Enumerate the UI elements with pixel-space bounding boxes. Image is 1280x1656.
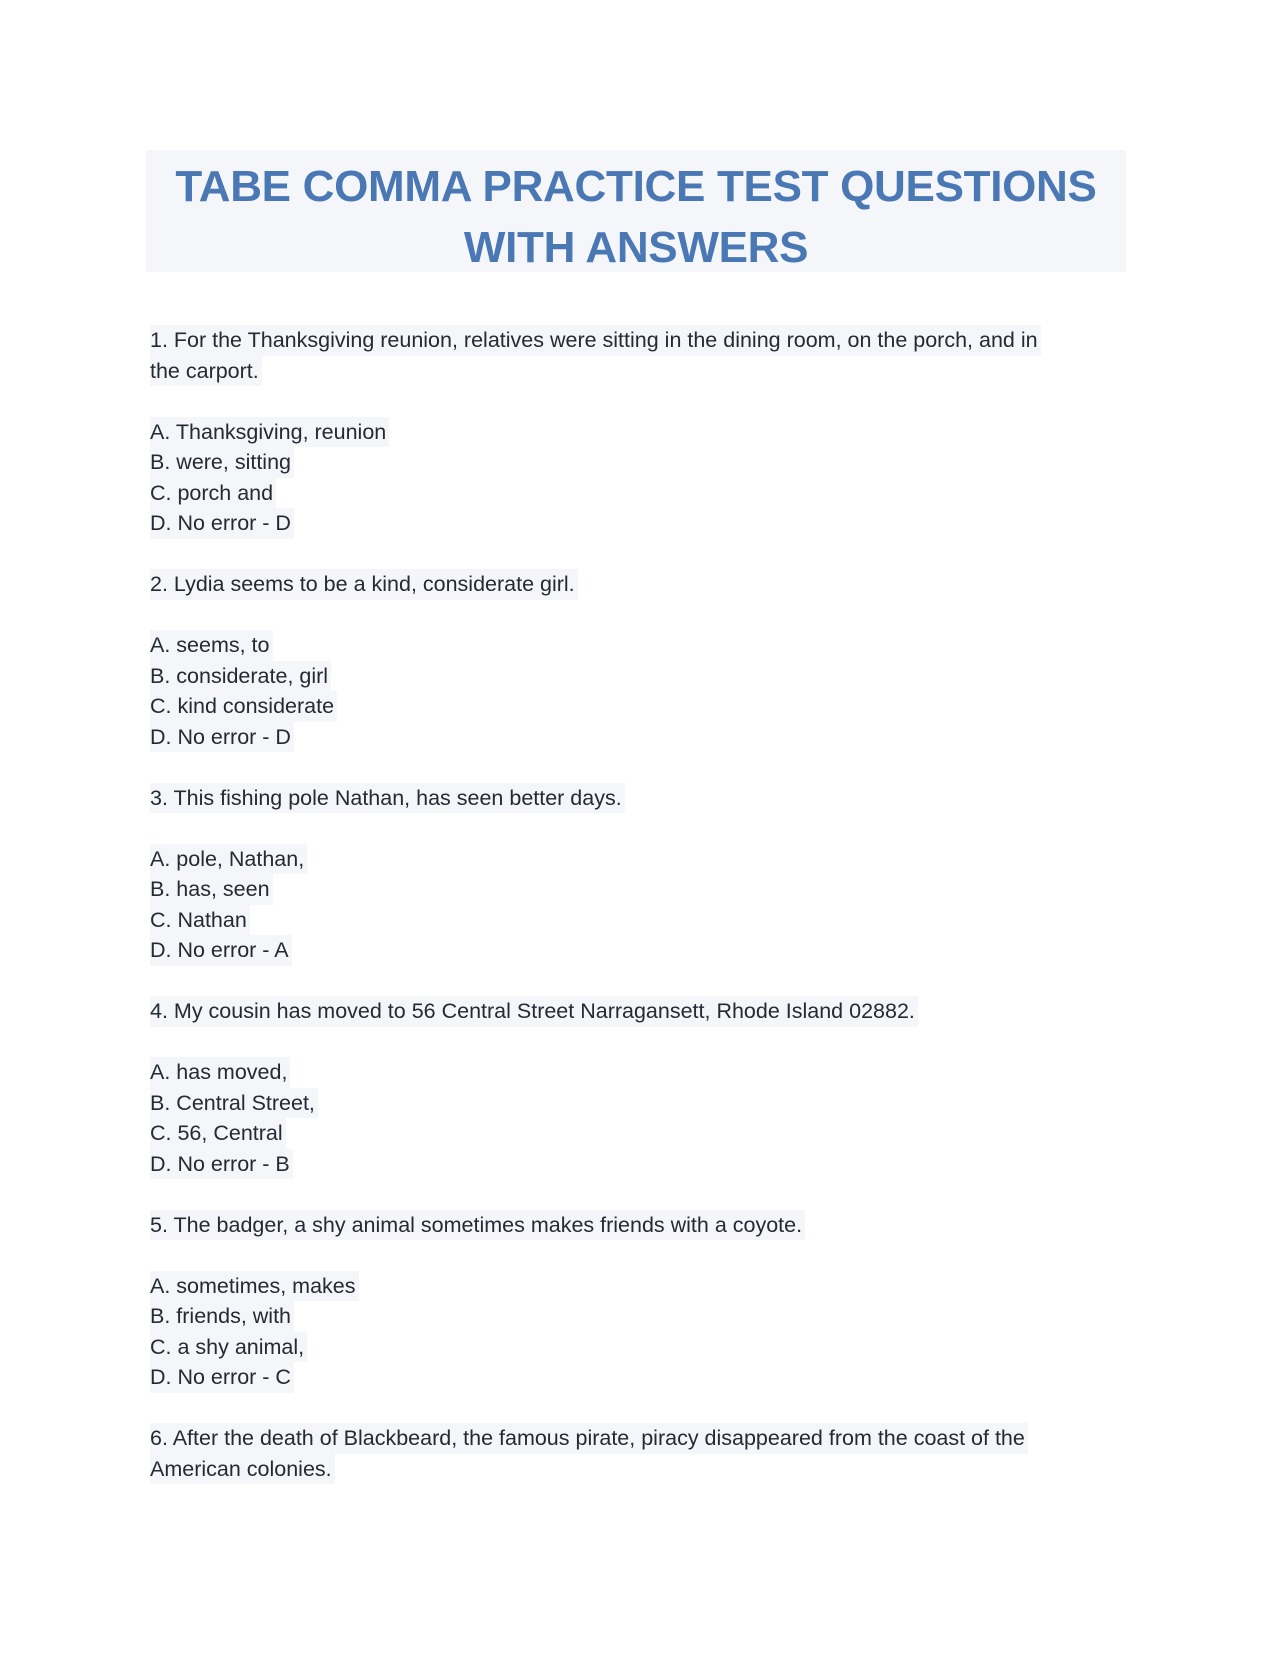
option-a: A. seems, to xyxy=(150,630,273,661)
option-d: D. No error - A xyxy=(150,935,292,966)
question-1 xyxy=(150,325,1110,539)
question-text: 2. Lydia seems to be a kind, considerate girl. xyxy=(150,569,578,600)
question-2 xyxy=(150,569,1110,752)
option-d: D. No error - D xyxy=(150,508,294,539)
option-a: A. sometimes, makes xyxy=(150,1271,359,1302)
answer-options xyxy=(150,844,1110,966)
option-d: D. No error - D xyxy=(150,722,294,753)
answer-options xyxy=(150,630,1110,752)
answer-options xyxy=(150,1057,1110,1179)
option-c: C. Nathan xyxy=(150,905,250,936)
option-a: A. has moved, xyxy=(150,1057,290,1088)
answer-options xyxy=(150,417,1110,539)
option-d: D. No error - C xyxy=(150,1362,294,1393)
page-title-line-1: TABE COMMA PRACTICE TEST QUESTIONS xyxy=(175,162,1097,211)
option-b: B. has, seen xyxy=(150,874,273,905)
question-4 xyxy=(150,996,1110,1179)
option-c: C. kind considerate xyxy=(150,691,337,722)
question-text: 3. This fishing pole Nathan, has seen better days. xyxy=(150,783,625,814)
question-3 xyxy=(150,783,1110,966)
question-text: 5. The badger, a shy animal sometimes makes friends with a coyote. xyxy=(150,1210,805,1241)
questions-list xyxy=(150,325,1110,1515)
question-text: 6. After the death of Blackbeard, the famous pirate, piracy disappeared from the coast of the xyxy=(150,1423,1028,1454)
option-d: D. No error - B xyxy=(150,1149,293,1180)
question-text: 4. My cousin has moved to 56 Central Street Narragansett, Rhode Island 02882. xyxy=(150,996,918,1027)
title-banner xyxy=(146,150,1126,272)
question-text: 1. For the Thanksgiving reunion, relatives were sitting in the dining room, on the porch, and in xyxy=(150,325,1041,356)
option-a: A. pole, Nathan, xyxy=(150,844,307,875)
question-text-continued: American colonies. xyxy=(150,1454,335,1485)
option-b: B. Central Street, xyxy=(150,1088,318,1119)
answer-options xyxy=(150,1271,1110,1393)
option-c: C. porch and xyxy=(150,478,276,509)
option-a: A. Thanksgiving, reunion xyxy=(150,417,389,448)
option-b: B. considerate, girl xyxy=(150,661,331,692)
option-c: C. a shy animal, xyxy=(150,1332,307,1363)
option-b: B. friends, with xyxy=(150,1301,294,1332)
question-5 xyxy=(150,1210,1110,1393)
question-6 xyxy=(150,1423,1110,1484)
option-b: B. were, sitting xyxy=(150,447,294,478)
page-title-line-2: WITH ANSWERS xyxy=(463,223,809,272)
option-c: C. 56, Central xyxy=(150,1118,286,1149)
question-text-continued: the carport. xyxy=(150,356,262,387)
